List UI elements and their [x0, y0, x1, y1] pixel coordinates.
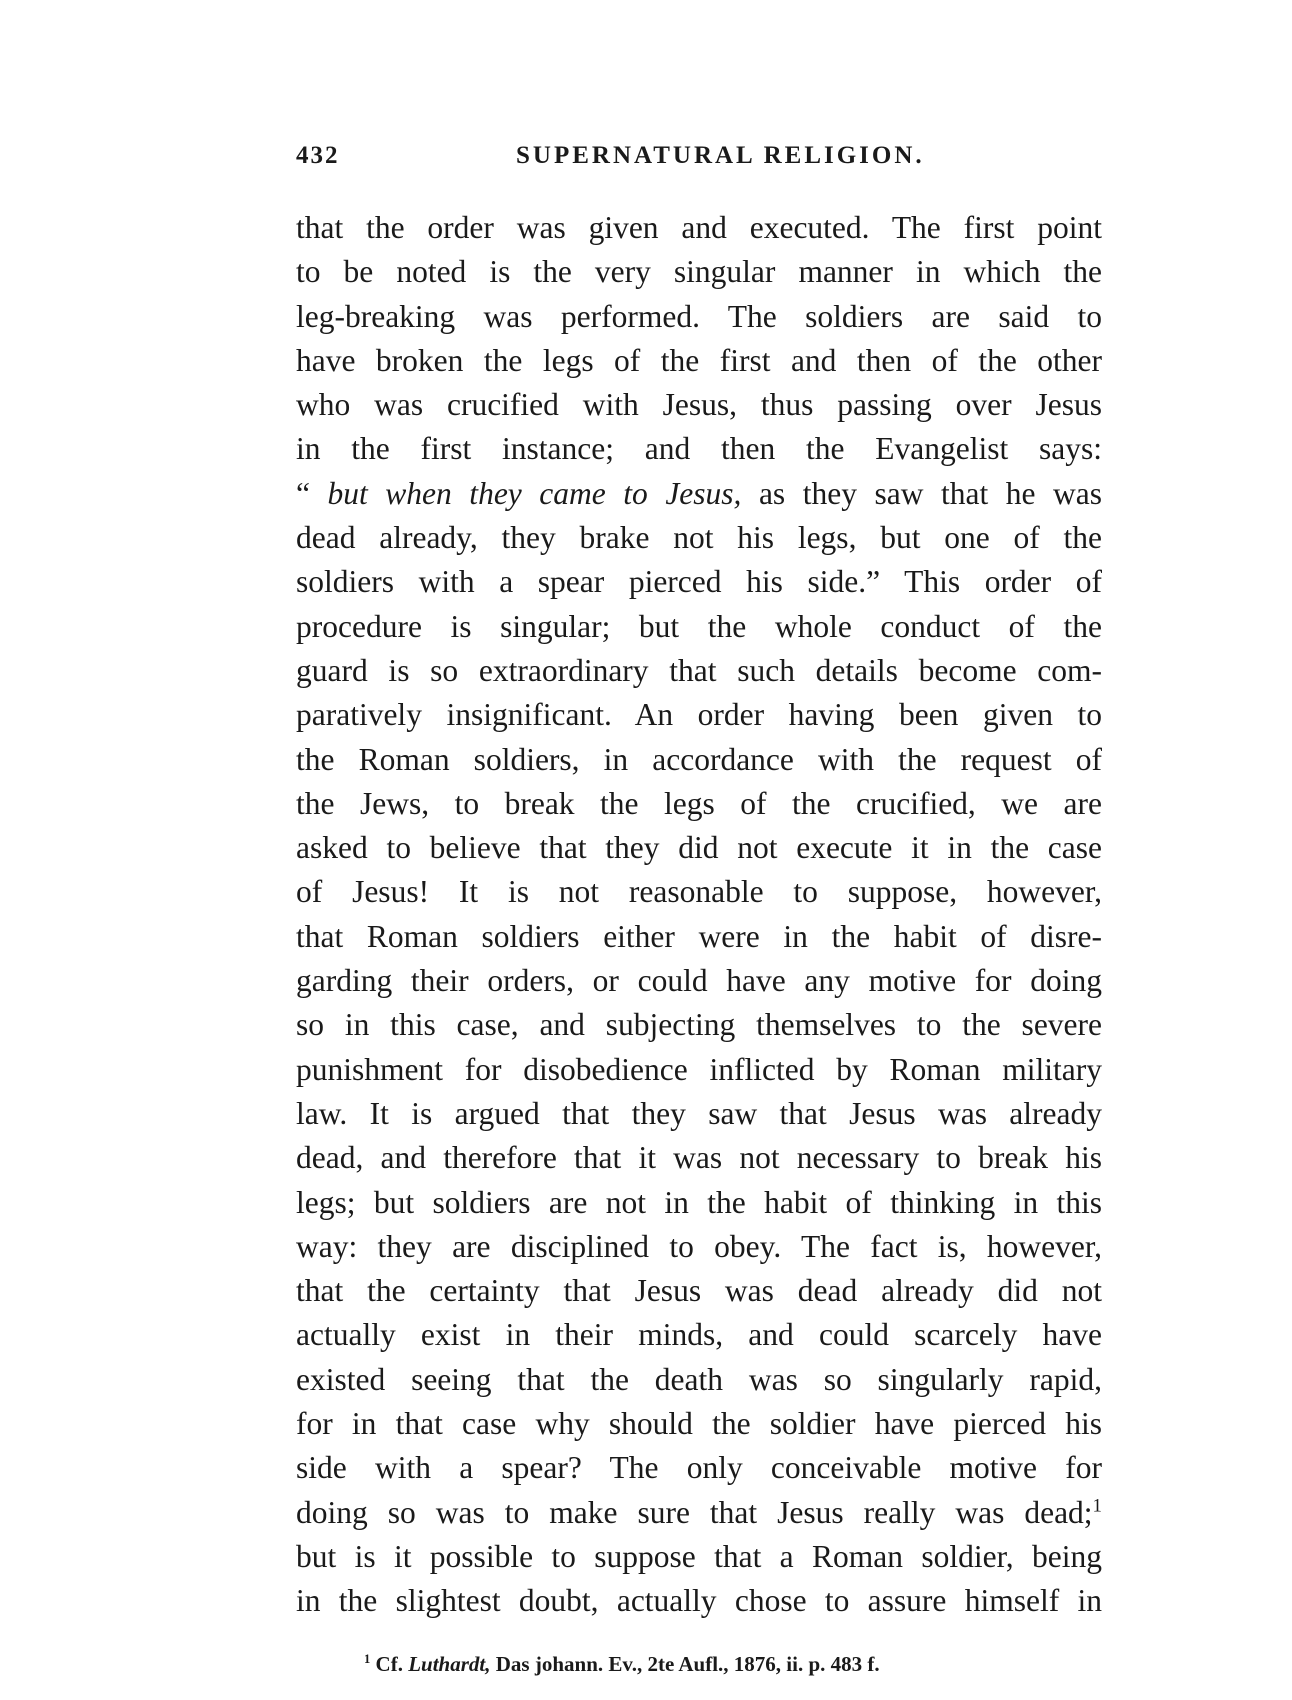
text-line: in the first instance; and then the Evangelist says: — [296, 431, 1102, 467]
footnote-prefix: Cf. — [375, 1652, 409, 1676]
text-line: dead already, they brake not his legs, but one of the — [296, 520, 1102, 556]
text-line: actually exist in their minds, and could scarcely have — [296, 1317, 1102, 1353]
italic-quotation: but when they came to Jesus, — [327, 475, 742, 511]
text-line: garding their orders, or could have any motive for doing — [296, 963, 1102, 999]
text-line: but is it possible to suppose that a Roman soldier, being — [296, 1538, 1102, 1574]
text-line: the Roman soldiers, in accordance with the request of — [296, 741, 1102, 777]
text-line: of Jesus! It is not reasonable to suppose, however, — [296, 874, 1102, 910]
text-line: asked to believe that they did not execute it in the case — [296, 830, 1102, 866]
text-line: to be noted is the very singular manner in which the — [296, 254, 1102, 290]
running-title: SUPERNATURAL RELIGION. — [516, 142, 925, 169]
text-line: paratively insignificant. An order having been given to — [296, 697, 1102, 733]
text-line: that the order was given and executed. The first point — [296, 210, 1102, 245]
text-line: dead, and therefore that it was not necessary to break his — [296, 1140, 1102, 1176]
text-line: the Jews, to break the legs of the crucified, we are — [296, 785, 1102, 821]
text-line: law. It is argued that they saw that Jesus was already — [296, 1095, 1102, 1131]
text-line: side with a spear? The only conceivable motive for — [296, 1450, 1102, 1486]
text-line: for in that case why should the soldier have pierced his — [296, 1406, 1102, 1442]
text-line: soldiers with a spear pierced his side.” This order of — [296, 564, 1102, 600]
text-line: that the certainty that Jesus was dead already did not — [296, 1273, 1102, 1309]
text-line: punishment for disobedience inflicted by Roman military — [296, 1051, 1102, 1087]
text-line: existed seeing that the death was so singularly rapid, — [296, 1361, 1102, 1397]
body-text — [296, 206, 1102, 1624]
text-line: way: they are disciplined to obey. The fact is, however, — [296, 1228, 1102, 1264]
text-line: legs; but soldiers are not in the habit of thinking in this — [296, 1184, 1102, 1220]
text-line-quote — [296, 472, 1102, 516]
text-line: in the slightest doubt, actually chose to assure himself in — [296, 1583, 1102, 1619]
footnote-reference[interactable]: 1 — [1092, 1495, 1102, 1517]
text-line: leg-breaking was performed. The soldiers are said to — [296, 298, 1102, 334]
text-line: guard is so extraordinary that such details become com- — [296, 652, 1102, 688]
footnote-citation: Das johann. Ev., 2te Aufl., 1876, ii. p. 483 f. — [490, 1652, 880, 1676]
text-line: have broken the legs of the first and then of the other — [296, 342, 1102, 378]
open-quote: “ — [296, 475, 328, 511]
text-line: who was crucified with Jesus, thus passing over Jesus — [296, 387, 1102, 423]
text-line: so in this case, and subjecting themselves to the severe — [296, 1007, 1102, 1043]
footnote — [364, 1648, 1104, 1680]
text-line-with-note — [296, 1491, 1102, 1535]
footnote-author: Luthardt, — [408, 1652, 491, 1676]
line-text: doing so was to make sure that Jesus really was dead; — [296, 1494, 1093, 1530]
page-number: 432 — [296, 142, 340, 169]
quote-rest: as they saw that he was — [741, 475, 1102, 511]
text-line: that Roman soldiers either were in the habit of disre- — [296, 918, 1102, 954]
running-head — [296, 142, 1096, 182]
text-line: procedure is singular; but the whole conduct of the — [296, 608, 1102, 644]
footnote-marker: 1 — [364, 1652, 371, 1666]
